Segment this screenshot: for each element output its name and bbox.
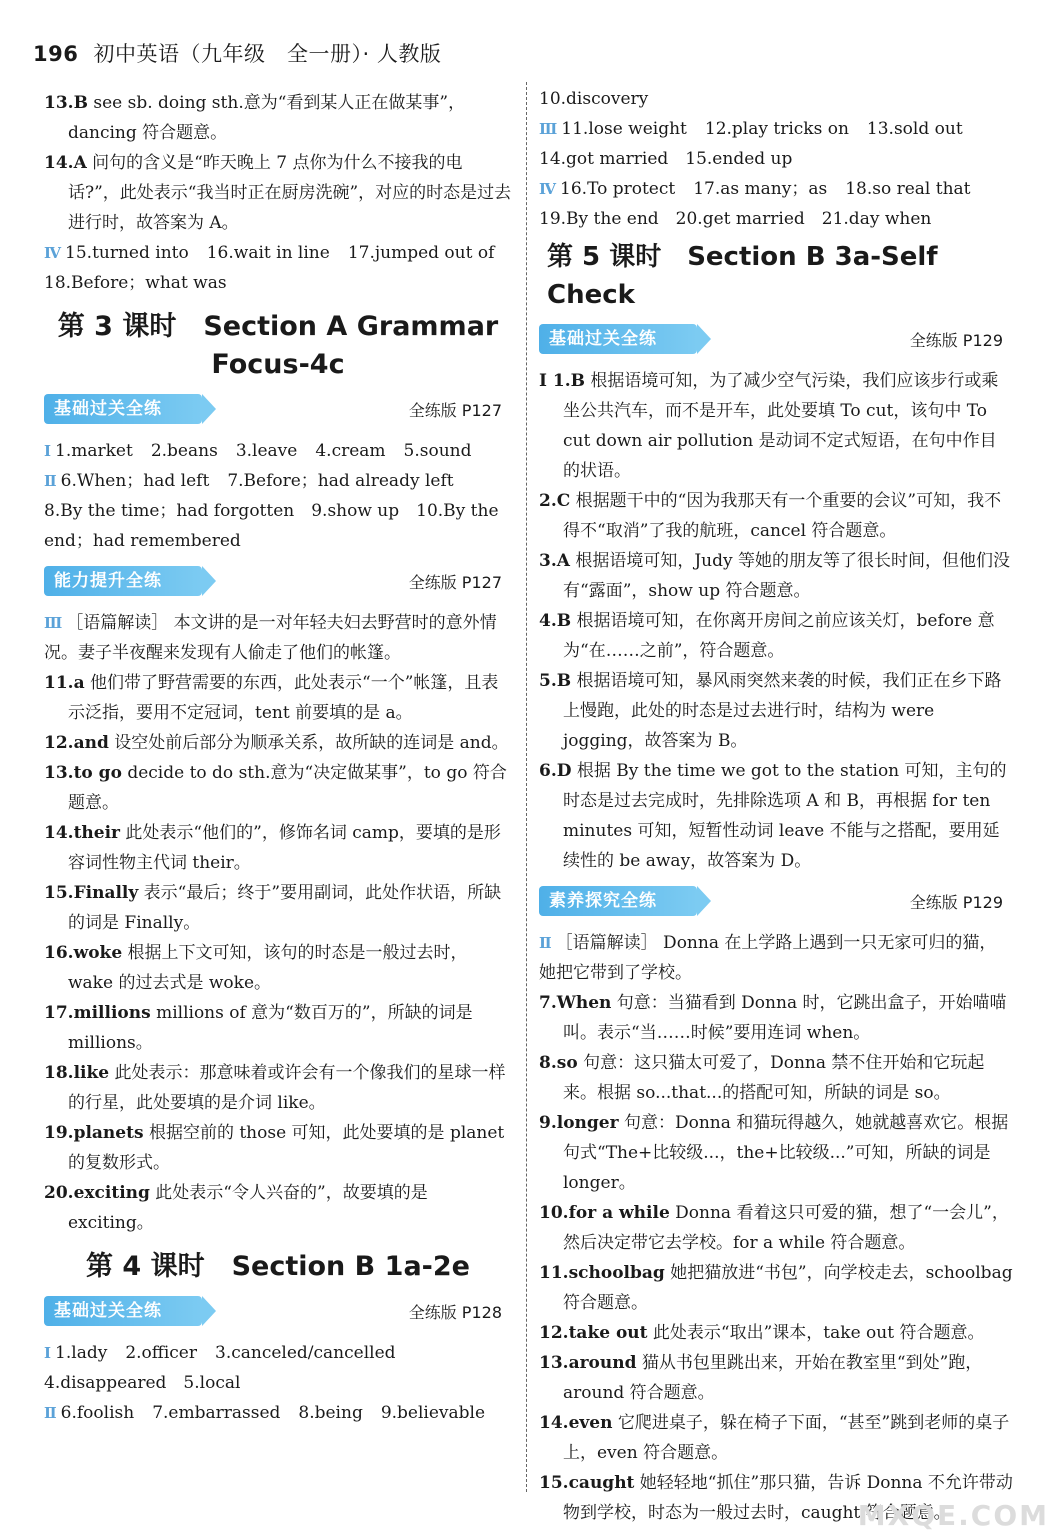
answer-row-iii: Ⅲ 11.lose weight 12.play tricks on 13.sold out	[539, 119, 963, 139]
answer-row-i: Ⅰ 1.lady 2.officer 3.canceled/cancelled	[44, 1343, 396, 1363]
answer-row: 8.By the time；had forgotten 9.show up 10.By the	[44, 501, 499, 521]
left-column	[44, 88, 512, 1428]
lesson-3-title: 第 3 课时 Section A Grammar Focus-4c	[57, 311, 499, 380]
roman-numeral: Ⅱ	[44, 1404, 57, 1422]
roman-numeral: Ⅰ	[44, 1344, 52, 1362]
answer-row-iv: Ⅳ 16.To protect 17.as many；as 18.so real that	[539, 179, 971, 199]
roman-numeral: Ⅳ	[44, 244, 62, 262]
page-number: 196	[33, 42, 79, 66]
right-column	[539, 84, 1013, 1528]
answer-item: 7.When 句意：当猫看到 Donna 时，它跳出盒子，开始喵喵叫。表示“当……时候”要用连词 when。	[539, 993, 1007, 1043]
answer-item: 2.C 根据题干中的“因为我那天有一个重要的会议”可知，我不得不“取消”了我的航班，cancel 符合题意。	[539, 491, 1002, 541]
answer-item: 8.so 句意：这只猫太可爱了，Donna 禁不住开始和它玩起来。根据 so...that...的搭配可知，所缺的词是 so。	[539, 1053, 985, 1103]
answer-item: 12.take out 此处表示“取出”课本，take out 符合题意。	[539, 1323, 985, 1343]
section-badge: 素养探究全练	[539, 886, 697, 916]
roman-numeral: Ⅲ	[44, 614, 63, 632]
page-ref: 全练版 P129	[909, 331, 1003, 350]
book-title: 初中英语（九年级 全一册）· 人教版	[93, 42, 442, 66]
answer-item: 3.A 根据语境可知，Judy 等她的朋友等了很长时间，但他们没有“露面”，show up 符合题意。	[539, 551, 1010, 601]
answer-row: 14.got married 15.ended up	[539, 149, 793, 169]
page-header	[33, 38, 441, 68]
answer-row: 10.discovery	[539, 89, 649, 109]
answer-row: end；had remembered	[44, 531, 241, 551]
answer-item: 12.and 设空处前后部分为顺承关系，故所缺的连词是 and。	[44, 733, 509, 753]
passage-intro: Ⅲ ［语篇解读］ 本文讲的是一对年轻夫妇去野营时的意外情况。妻子半夜醒来发现有人偷走了他们的帐篷。	[44, 613, 497, 663]
passage-intro: Ⅱ ［语篇解读］ Donna 在上学路上遇到一只无家可归的猫，她把它带到了学校。	[539, 933, 997, 983]
answer-row: 19.By the end 20.get married 21.day when	[539, 209, 932, 229]
lesson-5-title: 第 5 课时 Section B 3a-Self Check	[547, 242, 938, 310]
section-badge: 基础过关全练	[44, 1296, 202, 1326]
answer-item: 14.their 此处表示“他们的”，修饰名词 camp，要填的是形容词性物主代词 their。	[44, 823, 501, 873]
answer-item: 19.planets 根据空前的 those 可知，此处要填的是 planet 的复数形式。	[44, 1123, 505, 1173]
answer-item: 18.like 此处表示：那意味着或许会有一个像我们的星球一样的行星，此处要填的是介词 like。	[44, 1063, 506, 1113]
page-ref: 全练版 P127	[408, 573, 502, 592]
roman-numeral: Ⅱ	[539, 934, 552, 952]
roman-numeral: Ⅳ	[539, 180, 557, 198]
answer-item: 16.woke 根据上下文可知，该句的时态是一般过去时，wake 的过去式是 woke。	[44, 943, 468, 993]
column-divider	[526, 82, 527, 1492]
section-bar	[44, 1292, 512, 1330]
answer-item: 13.to go decide to do sth.意为“决定做某事”，to go 符合题意。	[44, 763, 507, 813]
answer-item: 5.B 根据语境可知，暴风雨突然来袭的时候，我们正在乡下路上慢跑，此处的时态是过去进行时，结构为 were jogging，故答案为 B。	[539, 671, 1002, 751]
answer-item: 6.D 根据 By the time we got to the station 可知，主句的时态是过去完成时，先排除选项 A 和 B，再根据 for ten minutes 可知，短暂性动词 leave 不能与之搭配，要用延续性的 be away，故答案为 D。	[539, 761, 1007, 871]
section-bar	[539, 882, 1013, 920]
answer-row-ii: Ⅱ 6.When；had left 7.Before；had already left	[44, 471, 454, 491]
section-bar	[539, 320, 1013, 358]
answer-item: 11.a 他们带了野营需要的东西，此处表示“一个”帐篷，且表示泛指，要用不定冠词，tent 前要填的是 a。	[44, 673, 499, 723]
answer-row-i: Ⅰ 1.market 2.beans 3.leave 4.cream 5.sound	[44, 441, 472, 461]
answer-item: 15.caught 她轻轻地“抓住”那只猫，告诉 Donna 不允许带动物到学校，时态为一般过去时，caught 符合题意。	[539, 1473, 1013, 1523]
section-bar	[44, 390, 512, 428]
roman-numeral: Ⅲ	[539, 120, 558, 138]
answer-row-iv: Ⅳ 15.turned into 16.wait in line 17.jumped out of	[44, 243, 495, 263]
lesson-4-title: 第 4 课时 Section B 1a-2e	[86, 1251, 470, 1282]
answer-row: 18.Before；what was	[44, 273, 227, 293]
answer-item: 13.B see sb. doing sth.意为“看到某人正在做某事”，dancing 符合题意。	[44, 93, 466, 143]
answer-item: 4.B 根据语境可知，在你离开房间之前应该关灯，before 意为“在……之前”，符合题意。	[539, 611, 995, 661]
answer-item: 15.Finally 表示“最后；终于”要用副词，此处作状语，所缺的词是 Finally。	[44, 883, 502, 933]
section-bar	[44, 562, 512, 600]
answer-item: 13.around 猫从书包里跳出来，开始在教室里“到处”跑，around 符合题意。	[539, 1353, 983, 1403]
watermark: MXQE.COM	[857, 1499, 1049, 1532]
answer-item: 20.exciting 此处表示“令人兴奋的”，故要填的是 exciting。	[44, 1183, 428, 1233]
page-ref: 全练版 P128	[408, 1303, 502, 1322]
roman-numeral: Ⅰ	[44, 442, 52, 460]
answer-row-ii: Ⅱ 6.foolish 7.embarrassed 8.being 9.believable	[44, 1403, 486, 1423]
section-badge: 基础过关全练	[44, 394, 202, 424]
page-ref: 全练版 P127	[408, 401, 502, 420]
roman-numeral: Ⅱ	[44, 472, 57, 490]
answer-item: 9.longer 句意：Donna 和猫玩得越久，她就越喜欢它。根据句式“The+比较级...，the+比较级...”可知，所缺的词是 longer。	[539, 1113, 1009, 1193]
answer-item: 10.for a while Donna 看着这只可爱的猫，想了“一会儿”，然后决定带它去学校。for a while 符合题意。	[539, 1203, 1009, 1253]
page-ref: 全练版 P129	[909, 893, 1003, 912]
answer-row: 4.disappeared 5.local	[44, 1373, 241, 1393]
section-badge: 基础过关全练	[539, 324, 697, 354]
answer-item: 11.schoolbag 她把猫放进“书包”，向学校走去，schoolbag 符合题意。	[539, 1263, 1013, 1313]
answer-item: 17.millions millions of 意为“数百万的”，所缺的词是 millions。	[44, 1003, 473, 1053]
answer-item: 14.even 它爬进桌子，躲在椅子下面，“甚至”跳到老师的桌子上，even 符合题意。	[539, 1413, 1010, 1463]
answer-item: 14.A 问句的含义是“昨天晚上 7 点你为什么不接我的电话?”，此处表示“我当时正在厨房洗碗”，对应的时态是过去进行时，故答案为 A。	[44, 153, 512, 233]
answer-item: Ⅰ 1.B 根据语境可知，为了减少空气污染，我们应该步行或乘坐公共汽车，而不是开车，此处要填 To cut，该句中 To cut down air pollution 是动词不定式短语，在句中作目的状语。	[539, 371, 999, 481]
section-badge: 能力提升全练	[44, 566, 202, 596]
